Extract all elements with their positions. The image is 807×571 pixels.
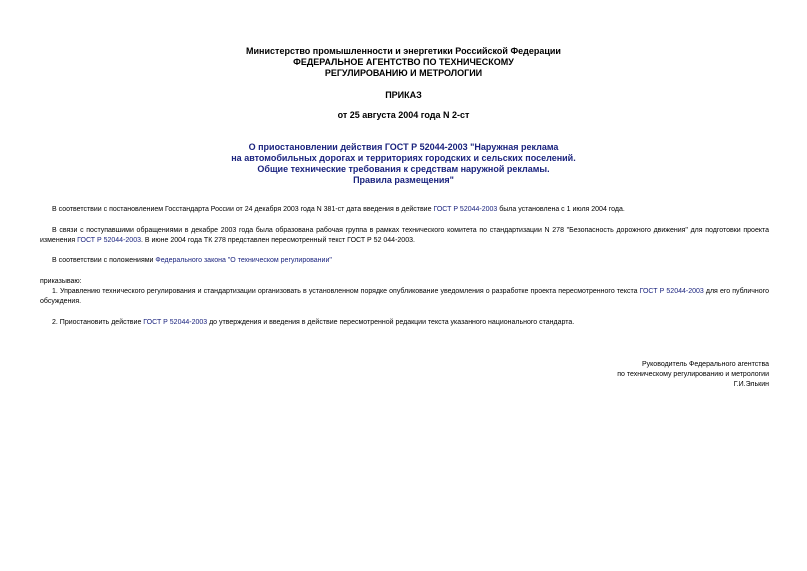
federal-law-link[interactable]: Федерального закона "О техническом регулировании" [155, 257, 332, 264]
document-header [0, 46, 807, 79]
order-subject [0, 142, 807, 186]
paragraph-1 [40, 205, 769, 215]
order-item-2-gost-link[interactable]: ГОСТ Р 52044-2003 [143, 319, 208, 326]
signature-title-line1: Руководитель Федерального агентства [641, 361, 769, 368]
paragraph-1-text-end: была установлена с 1 июля 2004 года. [497, 206, 625, 213]
paragraph-3 [40, 256, 769, 266]
signature-title-line2: по техническому регулированию и метрологии [617, 371, 769, 378]
order-item-1 [40, 287, 769, 307]
order-item-2 [40, 318, 769, 328]
signature-block [617, 360, 769, 390]
ministry-name: Министерство промышленности и энергетики Российской Федерации [246, 46, 561, 56]
subject-gost-link[interactable]: ГОСТ Р 52044-2003 [384, 142, 468, 152]
paragraph-order-word: приказываю: [40, 278, 82, 285]
subject-line2: на автомобильных дорогах и территориях городских и сельских поселений. [231, 153, 576, 163]
agency-name-line2: РЕГУЛИРОВАНИЮ И МЕТРОЛОГИИ [324, 68, 483, 78]
order-item-1-gost-link[interactable]: ГОСТ Р 52044-2003 [639, 288, 704, 295]
order-item-2-text-end: до утверждения и введения в действие пересмотренной редакции текста указанного национального стандарта. [207, 319, 575, 326]
paragraph-2-gost-link[interactable]: ГОСТ Р 52044-2003 [77, 237, 141, 244]
subject-line1 [0, 142, 807, 153]
signature-name: Г.И.Элькин [733, 381, 769, 388]
subject-line3: Общие технические требования к средствам наружной рекламы. [257, 164, 550, 174]
subject-line1-rest: "Наружная реклама [467, 142, 559, 152]
paragraph-2-text: В связи с поступавшими обращениями в декабре 2003 года была образована рабочая группа в рамках технического комитета по стандартизации N 278 "Безопасность дорожного движения" для подготовки проекта изменения [40, 227, 769, 244]
agency-name-line1: ФЕДЕРАЛЬНОЕ АГЕНТСТВО ПО ТЕХНИЧЕСКОМУ [293, 57, 514, 67]
order-item-1-text: 1. Управлению технического регулирования и стандартизации организовать в установленном порядке опубликование уведомления о разработке проекта пересмотренного текста [52, 288, 640, 295]
order-item-1-text-end: для его публичного обсуждения. [40, 288, 769, 305]
paragraph-1-gost-link[interactable]: ГОСТ Р 52044-2003 [433, 206, 498, 213]
paragraph-1-text: В соответствии с постановлением Госстандарта России от 24 декабря 2003 года N 381-ст дата введения в действие [52, 206, 434, 213]
subject-line4: Правила размещения" [353, 175, 454, 185]
paragraph-2-text-end: . В июне 2004 года ТК 278 представлен пересмотренный текст ГОСТ Р 52 044-2003. [140, 237, 415, 244]
subject-prefix: О приостановлении действия [248, 142, 385, 152]
order-date: от 25 августа 2004 года N 2-ст [337, 110, 470, 120]
paragraph-2 [40, 226, 769, 246]
paragraph-3-text: В соответствии с положениями [52, 257, 156, 264]
order-item-2-text: 2. Приостановить действие [52, 319, 144, 326]
order-title: ПРИКАЗ [385, 90, 422, 100]
